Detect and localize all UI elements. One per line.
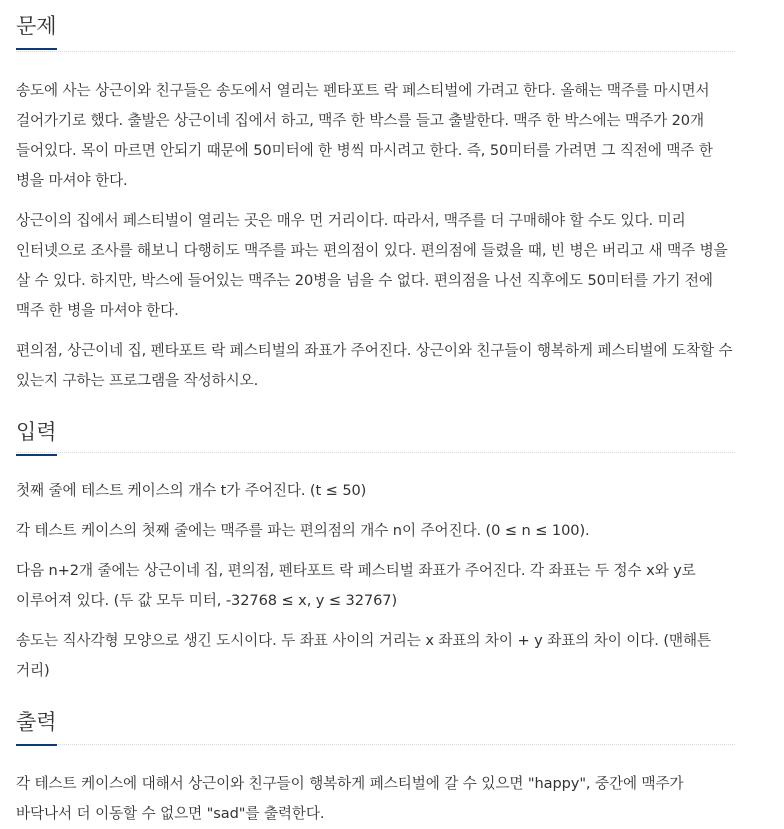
output-section [16, 696, 735, 829]
input-heading: 입력 [16, 418, 57, 456]
input-description [16, 453, 735, 686]
output-headline [16, 696, 735, 745]
input-paragraph: 다음 n+2개 줄에는 상근이네 집, 편의점, 펜타포트 락 페스티벌 좌표가 주어진다. 각 좌표는 두 정수 x와 y로 이루어져 있다. (두 값 모두 미터, -32768 ≤ x, y ≤ 32767) [16, 562, 696, 609]
output-heading: 출력 [16, 708, 57, 746]
input-headline [16, 406, 735, 453]
input-paragraph: 각 테스트 케이스의 첫째 줄에는 맥주를 파는 편의점의 개수 n이 주어진다. (0 ≤ n ≤ 100). [16, 522, 590, 539]
input-section [16, 406, 735, 686]
output-paragraph: 각 테스트 케이스에 대해서 상근이와 친구들이 행복하게 페스티벌에 갈 수 있으면 "happy", 중간에 맥주가 바닥나서 더 이동할 수 없으면 "sad"를 출력한다. [16, 775, 684, 822]
problem-paragraph: 편의점, 상근이네 집, 펜타포트 락 페스티벌의 좌표가 주어진다. 상근이와 친구들이 행복하게 페스티벌에 도착할 수 있는지 구하는 프로그램을 작성하시오. [16, 342, 733, 389]
problem-section [16, 0, 735, 396]
problem-description [16, 52, 735, 396]
problem-paragraph: 송도에 사는 상근이와 친구들은 송도에서 열리는 펜타포트 락 페스티벌에 가려고 한다. 올해는 맥주를 마시면서 걸어가기로 했다. 출발은 상근이네 집에서 하고, 맥주 한 박스를 들고 출발한다. 맥주 한 박스에는 맥주가 20개 들어있다. 목이 마르면 안되기 때문에 50미터에 한 병씩 마시려고 한다. 즉, 50미터를 가려면 그 직전에 맥주 한 병을 마셔야 한다. [16, 82, 713, 189]
input-paragraph: 첫째 줄에 테스트 케이스의 개수 t가 주어진다. (t ≤ 50) [16, 482, 367, 499]
input-paragraph: 송도는 직사각형 모양으로 생긴 도시이다. 두 좌표 사이의 거리는 x 좌표의 차이 + y 좌표의 차이 이다. (맨해튼 거리) [16, 632, 711, 679]
output-description [16, 745, 735, 829]
problem-paragraph: 상근이의 집에서 페스티벌이 열리는 곳은 매우 먼 거리이다. 따라서, 맥주를 더 구매해야 할 수도 있다. 미리 인터넷으로 조사를 해보니 다행히도 맥주를 파는 편의점이 있다. 편의점에 들렸을 때, 빈 병은 버리고 새 맥주 병을 살 수 있다. 하지만, 박스에 들어있는 맥주는 20병을 넘을 수 없다. 편의점을 나선 직후에도 50미터를 가기 전에 맥주 한 병을 마셔야 한다. [16, 212, 728, 319]
problem-headline [16, 0, 735, 52]
problem-heading: 문제 [16, 12, 57, 50]
